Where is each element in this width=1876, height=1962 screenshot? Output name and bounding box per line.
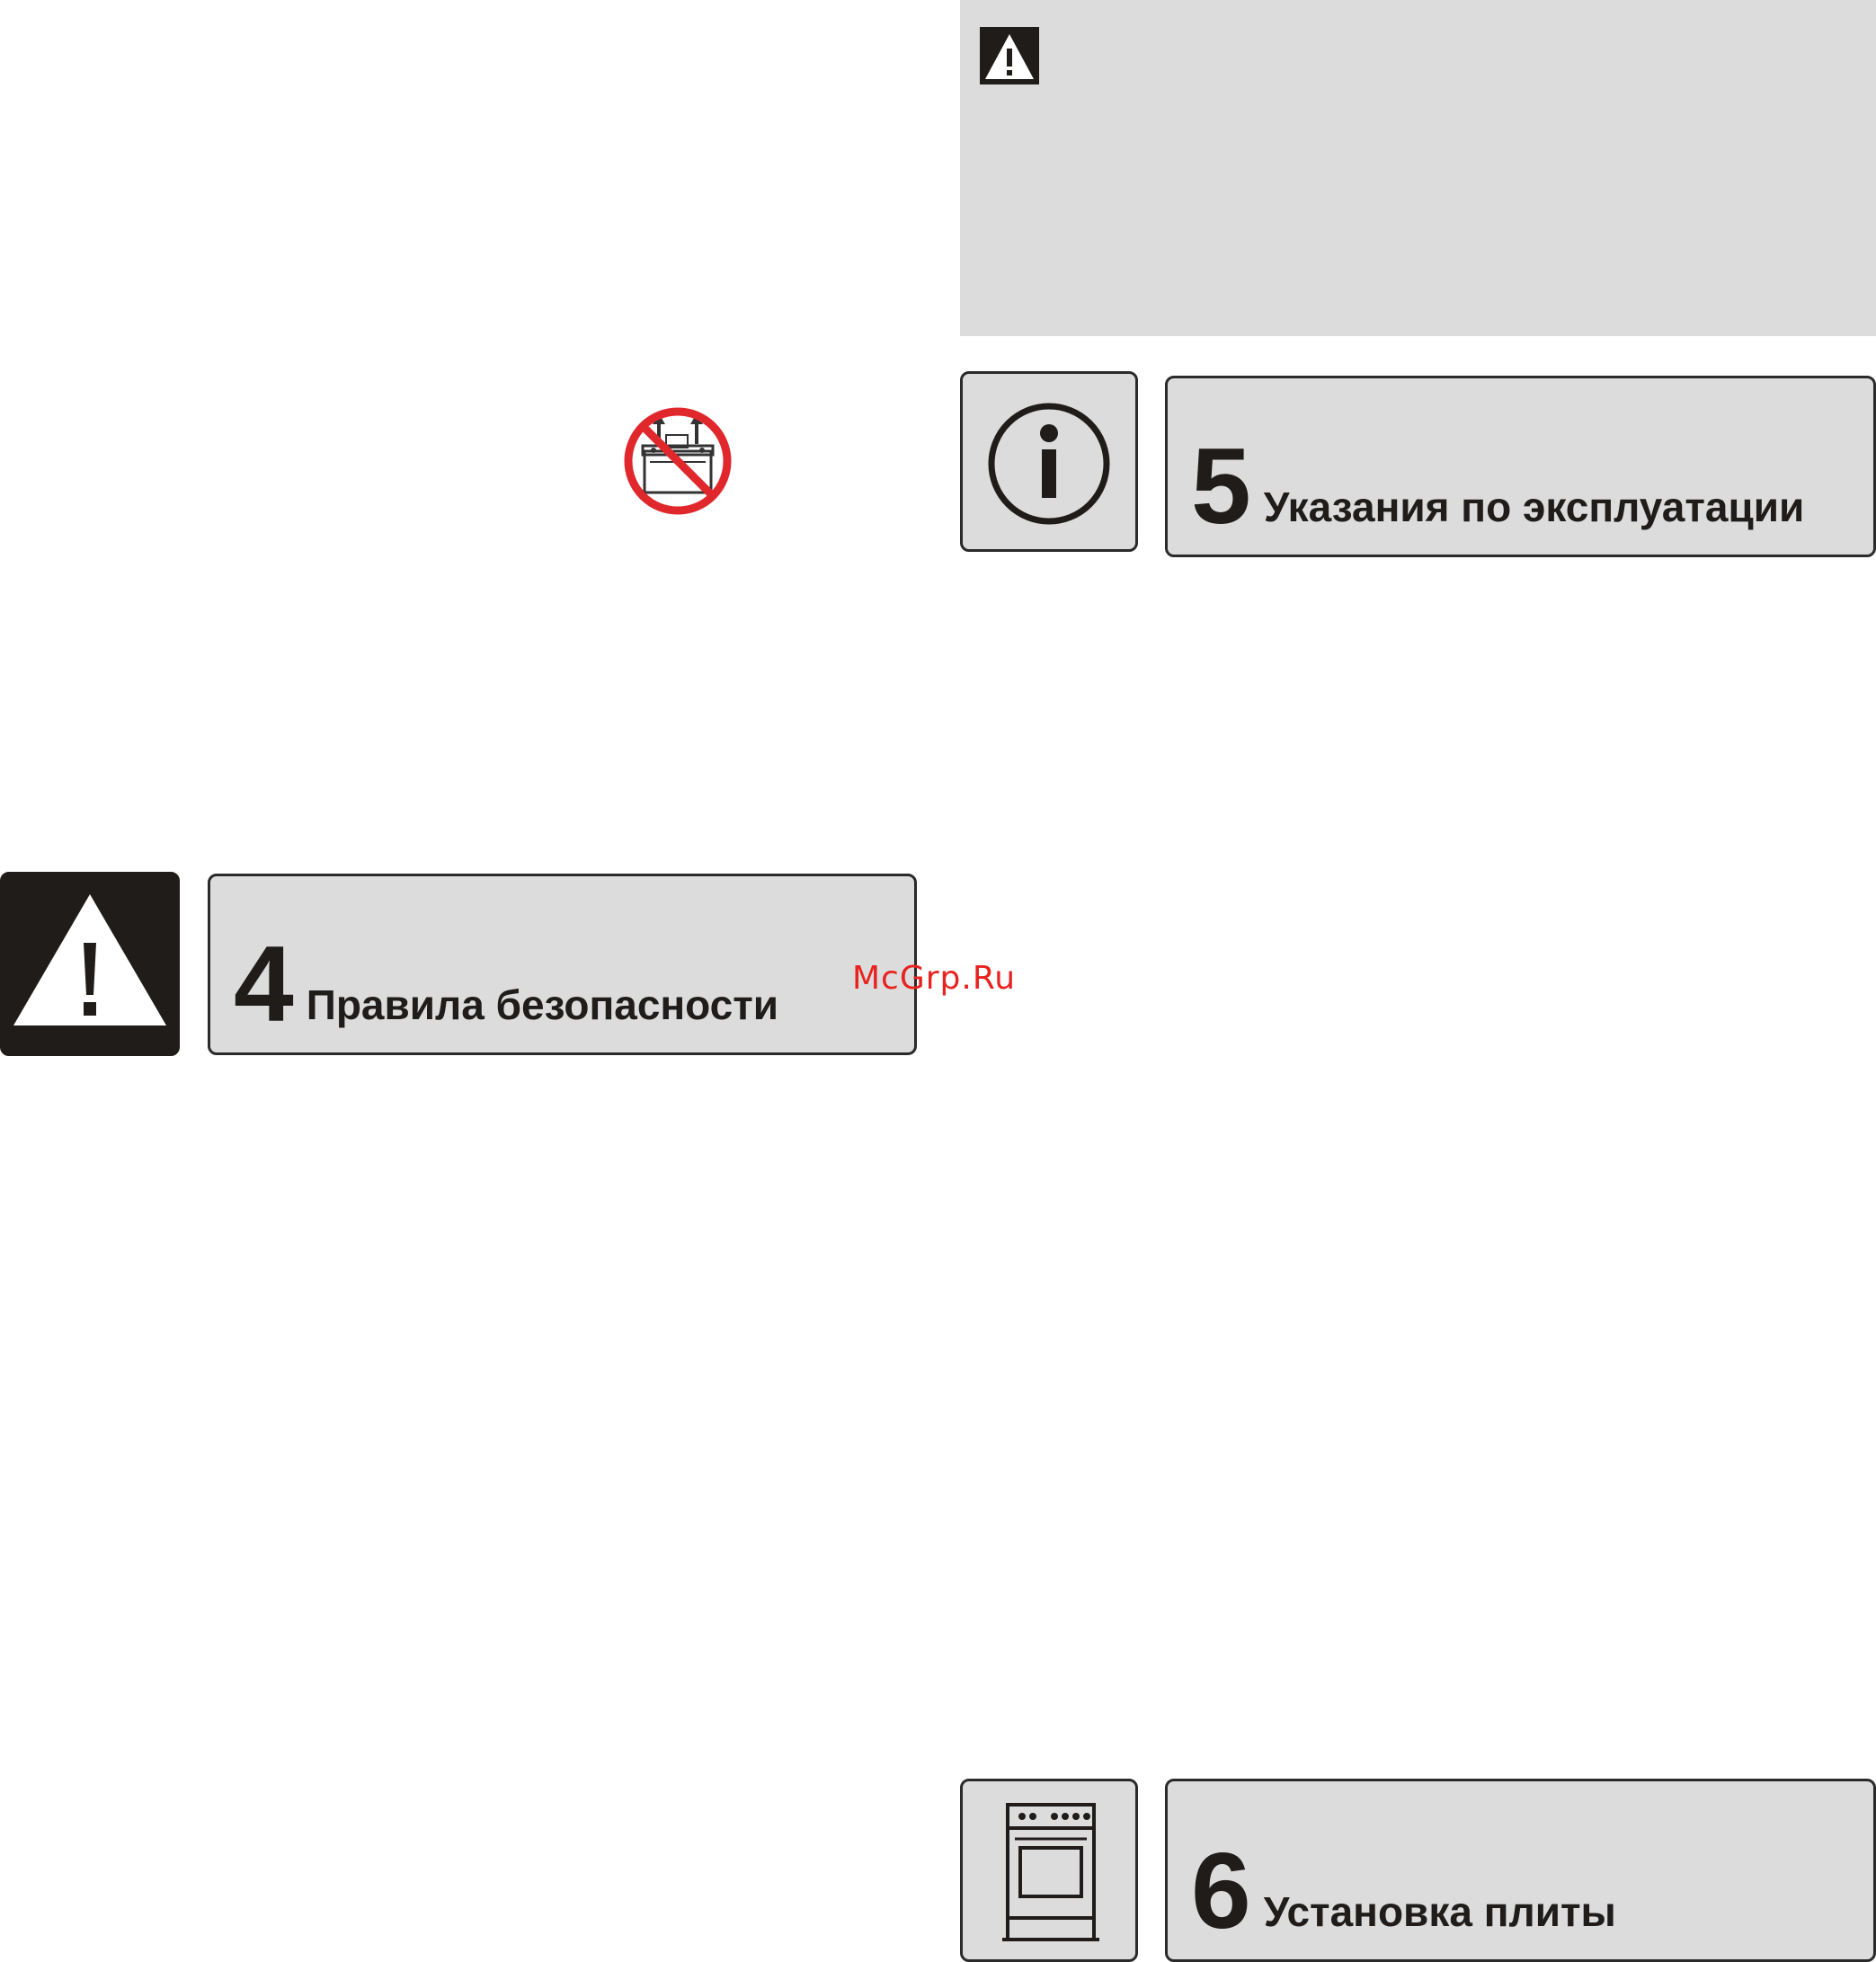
note-panel <box>960 0 1876 336</box>
section-6-heading <box>1165 1779 1876 1962</box>
section-6-number: 6 <box>1191 1831 1251 1951</box>
section-4-heading <box>208 874 917 1055</box>
info-icon-box <box>960 371 1138 552</box>
section-6-title: Установка плиты <box>1263 1888 1616 1935</box>
safety-warning-icon-box <box>0 872 180 1056</box>
no-lifting-by-handles-icon <box>623 406 733 516</box>
section-5-title: Указания по эксплуатации <box>1263 484 1805 530</box>
warning-triangle-icon <box>980 27 1039 84</box>
section-4-title: Правила безопасности <box>306 981 779 1028</box>
section-4-number: 4 <box>234 924 294 1044</box>
section-5-heading <box>1165 376 1876 557</box>
section-5-number: 5 <box>1191 426 1251 546</box>
watermark: McGrp.Ru <box>852 960 1017 997</box>
cooker-icon-box <box>960 1779 1138 1962</box>
